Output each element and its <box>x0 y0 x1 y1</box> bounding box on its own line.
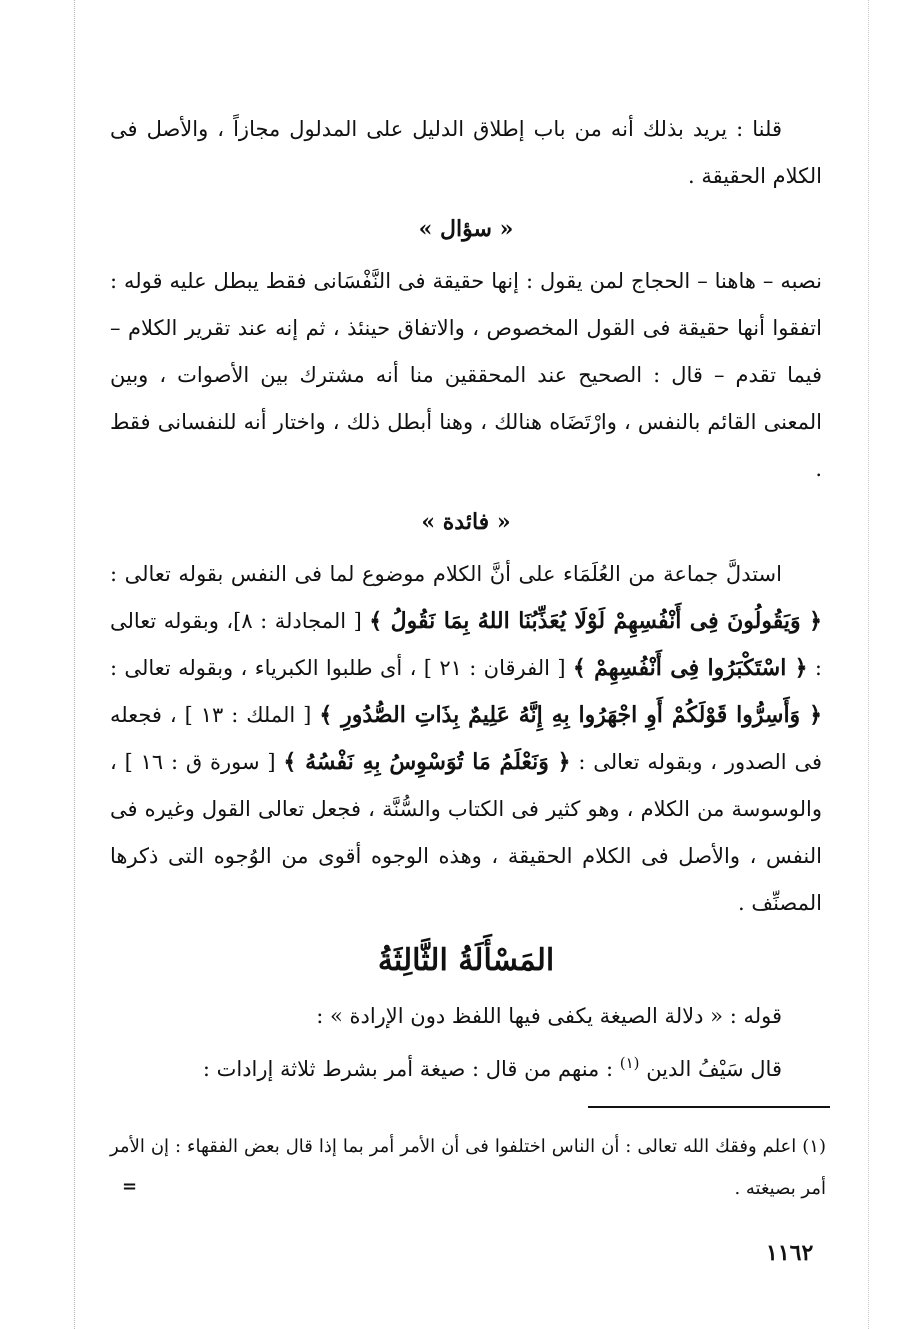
paragraph-4: قوله : « دلالة الصيغة يكفى فيها اللفظ دون الإرادة » : <box>316 1004 782 1028</box>
paragraph-3-text-2: [ المجادلة : ٨]، وبقوله تعالى : <box>110 609 822 680</box>
paragraph-5-text-1: قال سَيْفُ الدين <box>639 1057 782 1081</box>
paragraph-1: قلنا : يريد بذلك أنه من باب إطلاق الدليل على المدلول مجازاً ، والأصل فى الكلام الحقيقة . <box>110 117 822 188</box>
quran-verse-2: ﴿ اسْتَكْبَرُوا فِى أَنْفُسِهِمْ ﴾ <box>572 655 808 681</box>
page-number: ١١٦٢ <box>766 1240 814 1266</box>
heading-question: « سؤال » <box>418 216 514 242</box>
paragraph-5-text-2: : منهم من قال : صيغة أمر بشرط ثلاثة إرادات : <box>202 1057 620 1081</box>
page-body <box>110 106 822 1093</box>
quran-verse-4: ﴿ وَنَعْلَمُ مَا تُوَسْوِسُ بِهِ نَفْسُهُ ﴾ <box>283 749 571 775</box>
quran-verse-3: ﴿ وَأَسِرُّوا قَوْلَكُمْ أَوِ اجْهَرُوا بِهِ إِنَّهُ عَلِيمٌ بِذَاتِ الصُّدُورِ ﴾ <box>319 702 822 728</box>
left-dotted-border <box>74 0 75 1329</box>
right-dotted-border <box>868 0 869 1329</box>
paragraph-3-text-3: [ الفرقان : ٢١ ] ، أى طلبوا الكبرياء ، وبقوله تعالى : <box>110 656 573 680</box>
heading-benefit: « فائدة » <box>421 509 511 535</box>
paragraph-2: نصبه – هاهنا – الحجاج لمن يقول : إنها حقيقة فى النَّفْسَانى فقط يبطل عليه قوله : اتفقوا أنها حقيقة فى القول المخصوص ، والاتفاق حينئذ ، ثم إنه عند تقرير الكلام – فيما تقدم – قال : الصحيح عند المحققين منا أنه مشترك بين الأصوات ، وبين المعنى القائم بالنفس ، وارْتَضَاه هنالك ، وهنا أبطل ذلك ، واختار أنه للنفسانى فقط . <box>110 269 822 481</box>
heading-third-issue: المَسْأَلَةُ الثَّالِثَةُ <box>377 943 555 978</box>
paragraph-3-text-1: استدلَّ جماعة من العُلَمَاء على أنَّ الكلام موضوع لما فى النفس بقوله تعالى : <box>110 562 782 586</box>
footnote-reference: (١) <box>619 1054 640 1072</box>
footnote-separator <box>588 1106 830 1108</box>
paragraph-3-text-4: [ الملك : ١٣ ] ، فجعله فى الصدور ، وبقوله تعالى : <box>110 703 822 774</box>
quran-verse-1: ﴿ وَيَقُولُونَ فِى أَنْفُسِهِمْ لَوْلَا يُعَذِّبُنَا اللهُ بِمَا نَقُولُ ﴾ <box>369 608 822 634</box>
paragraph-3-text-5: [ سورة ق : ١٦ ] ، والوسوسة من الكلام ، وهو كثير فى الكتاب والسُّنَّة ، فجعل تعالى القول وغيره فى النفس ، والأصل فى الكلام الحقيقة ، وهذه الوجوه أقوى من الوُجوه التى ذكرها المصنِّف . <box>110 750 822 915</box>
paragraph-3 <box>110 551 822 927</box>
footnote-text: (١) اعلم وفقك الله تعالى : أن الناس اختلفوا فى أن الأمر أمر بما إذا قال بعض الفقهاء : إن الأمر أمر بصيغته . <box>110 1136 826 1199</box>
footnote-continuation-mark: = <box>122 1176 138 1197</box>
paragraph-5 <box>110 1040 822 1093</box>
